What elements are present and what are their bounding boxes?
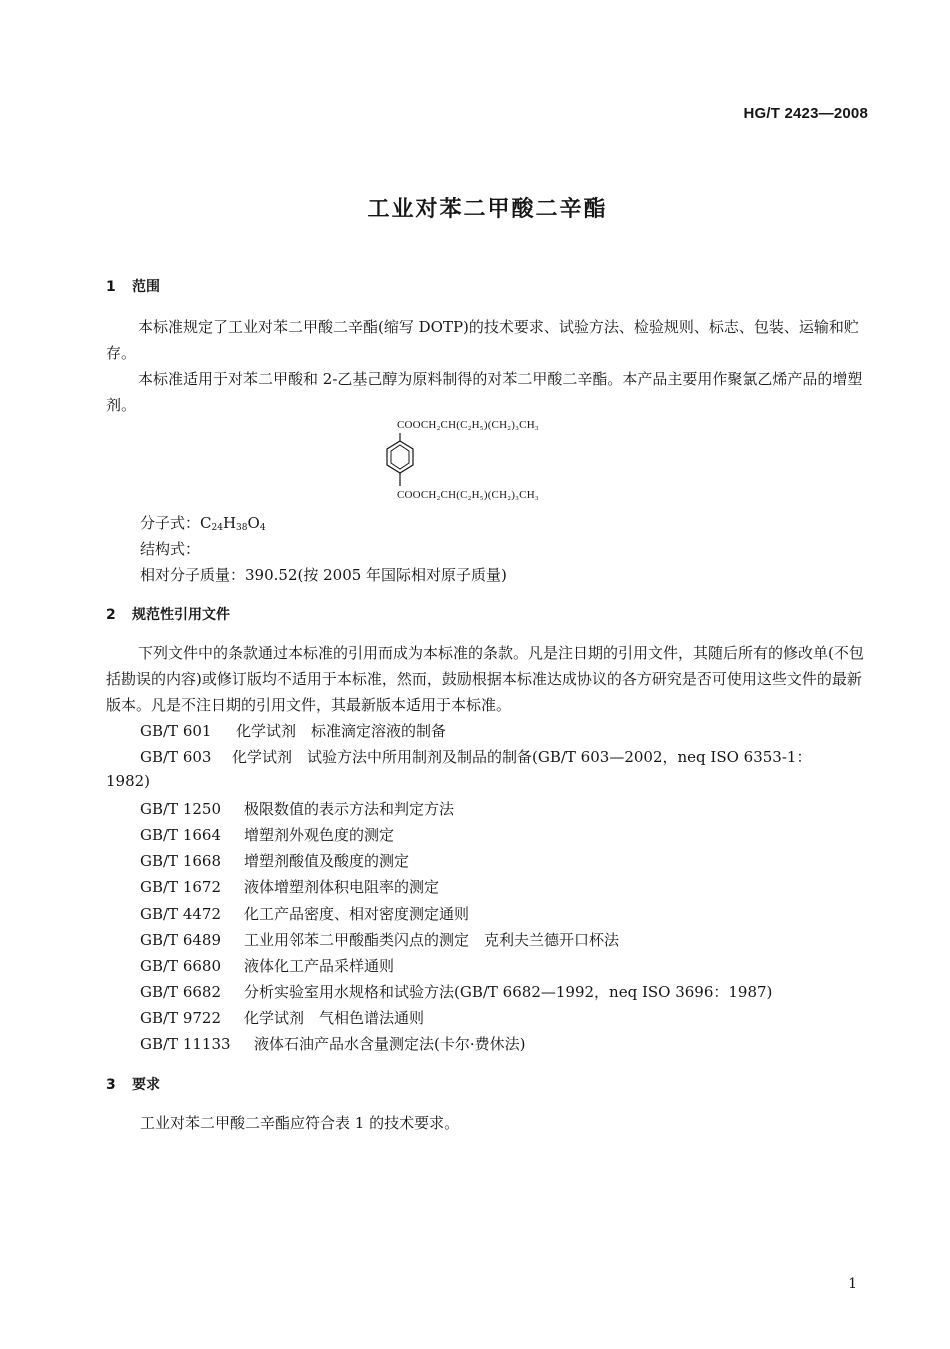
reference-code: GB/T 1672 [140, 878, 222, 896]
requirements-paragraph: 工业对苯二甲酸二辛酯应符合表 1 的技术要求。 [140, 1114, 460, 1132]
reference-code: GB/T 603 [140, 748, 212, 766]
reference-title: 化工产品密度、相对密度测定通则 [244, 905, 470, 923]
standard-number: HG/T 2423—2008 [743, 105, 868, 122]
reference-item [140, 850, 409, 871]
reference-title: 分析实验室用水规格和试验方法(GB/T 6682—1992，neq ISO 3696：1987) [244, 983, 773, 1001]
reference-item [140, 720, 446, 741]
reference-code: GB/T 11133 [140, 1035, 231, 1053]
reference-title: 化学试剂 标准滴定溶液的制备 [236, 722, 447, 740]
molecular-formula-label: 分子式： [140, 514, 201, 532]
section-title: 要求 [132, 1077, 160, 1093]
reference-code: GB/T 4472 [140, 905, 222, 923]
section-number: 1 [106, 279, 116, 295]
formula-o-count: 4 [259, 523, 266, 533]
formula-h-count: 38 [236, 523, 248, 533]
reference-code: GB/T 1664 [140, 826, 222, 844]
molecular-formula [140, 512, 266, 533]
reference-continuation: 1982) [106, 772, 151, 790]
reference-item [140, 1007, 424, 1028]
section-title: 范围 [132, 279, 160, 295]
reference-code: GB/T 1668 [140, 852, 222, 870]
document-title: 工业对苯二甲酸二辛酯 [367, 197, 608, 222]
formula-c: C [200, 514, 212, 532]
reference-title: 增塑剂酸值及酸度的测定 [244, 852, 410, 870]
section-number: 2 [106, 607, 116, 623]
reference-item [140, 876, 439, 897]
scope-paragraph-1: 本标准规定了工业对苯二甲酸二辛酯(缩写 DOTP)的技术要求、试验方法、检验规则、标志、包装、运输和贮存。 [106, 318, 859, 362]
reference-item [140, 929, 619, 950]
structure-label: 结构式： [140, 540, 201, 558]
section-3-heading [106, 1074, 160, 1094]
section-number: 3 [106, 1077, 116, 1093]
reference-item [140, 1033, 525, 1054]
page-number: 1 [848, 1276, 857, 1292]
reference-title: 液体增塑剂体积电阻率的测定 [244, 878, 440, 896]
reference-title: 液体化工产品采样通则 [244, 957, 395, 975]
scope-paragraph-2: 本标准适用于对苯二甲酸和 2-乙基己醇为原料制得的对苯二甲酸二辛酯。本产品主要用作聚氯乙烯产品的增塑剂。 [106, 370, 863, 414]
reference-code: GB/T 601 [140, 722, 212, 740]
formula-bottom-group: COOCH₂CH(C₂H₅)(CH₂)₃CH₃ [397, 489, 539, 501]
reference-title: 化学试剂 气相色谱法通则 [244, 1009, 425, 1027]
molar-mass: 相对分子质量：390.52(按 2005 年国际相对原子质量) [140, 566, 507, 584]
benzene-ring-icon [384, 431, 418, 489]
reference-code: GB/T 6680 [140, 957, 222, 975]
section-2-heading [106, 604, 230, 624]
section-title: 规范性引用文件 [132, 607, 230, 623]
reference-code: GB/T 6489 [140, 931, 222, 949]
formula-h: H [222, 514, 237, 532]
reference-title: 增塑剂外观色度的测定 [244, 826, 395, 844]
reference-code: GB/T 1250 [140, 800, 222, 818]
references-intro: 下列文件中的条款通过本标准的引用而成为本标准的条款。凡是注日期的引用文件，其随后所有的修改单(不包括勘误的内容)或修订版均不适用于本标准，然而，鼓励根据本标准达成协议的各方研究是否可使用这些文件的最新版本。凡是不注日期的引用文件，其最新版本适用于本标准。 [106, 644, 864, 714]
formula-top-group: COOCH₂CH(C₂H₅)(CH₂)₃CH₃ [397, 419, 539, 431]
section-1-heading [106, 276, 160, 296]
reference-title: 化学试剂 试验方法中所用制剂及制品的制备(GB/T 603—2002，neq ISO 6353-1： [232, 748, 812, 766]
reference-code: GB/T 9722 [140, 1009, 222, 1027]
reference-code: GB/T 6682 [140, 983, 222, 1001]
reference-item [140, 955, 394, 976]
reference-item [140, 824, 394, 845]
reference-item [140, 981, 772, 1002]
formula-c-count: 24 [211, 523, 223, 533]
formula-o: O [247, 514, 260, 532]
reference-title: 液体石油产品水含量测定法(卡尔·费休法) [254, 1035, 526, 1053]
reference-item [140, 746, 811, 767]
reference-item [140, 798, 454, 819]
reference-item [140, 903, 469, 924]
reference-title: 工业用邻苯二甲酸酯类闪点的测定 克利夫兰德开口杯法 [244, 931, 620, 949]
reference-title: 极限数值的表示方法和判定方法 [244, 800, 455, 818]
